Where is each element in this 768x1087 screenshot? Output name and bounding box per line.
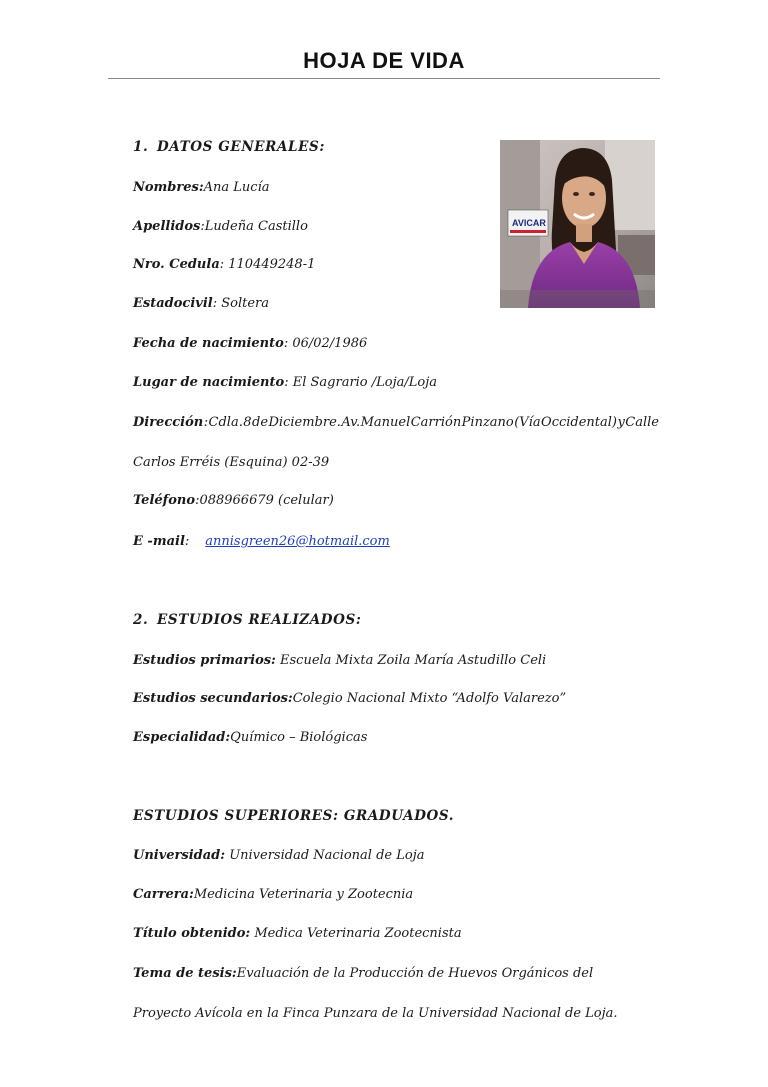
field-label: E -mail [133,534,185,549]
field-value: Medicina Veterinaria y Zootecnia [193,887,414,902]
field-direccion [133,415,659,430]
field-email [133,534,390,549]
field-lugar-nacimiento [133,375,437,390]
field-titulo [133,926,462,941]
field-label: Carrera: [133,887,194,902]
address-word: Manuel [360,415,411,430]
field-estudios-primarios [133,653,546,668]
field-value: :088966679 (celular) [195,493,334,508]
field-apellidos [133,219,308,234]
field-value: : El Sagrario /Loja/Loja [284,375,438,390]
field-nombres [133,180,269,195]
address-word: Diciembre. [268,415,341,430]
field-value: Químico – Biológicas [230,730,368,745]
address-word: Carrión [410,415,462,430]
address-word: Calle [625,415,659,430]
address-word: Occidental) [541,415,617,430]
field-cedula [133,257,315,272]
field-value: Colegio Nacional Mixto “Adolfo Valarezo” [292,691,567,706]
field-tema-tesis [133,966,593,981]
field-label: Tema de tesis: [133,966,237,981]
email-link[interactable]: annisgreen26@hotmail.com [205,534,390,549]
portrait-image [500,140,655,308]
field-label: Fecha de nacimiento [133,336,284,351]
address-word: Cdla. [208,415,243,430]
section-number: 1. [133,139,149,155]
field-value: : 06/02/1986 [283,336,368,351]
section-title: ESTUDIOS REALIZADOS: [157,612,362,628]
field-fecha-nacimiento [133,336,367,351]
profile-photo [500,140,655,308]
address-word: Pinzano [461,415,514,430]
field-label: Teléfono [133,493,196,508]
field-estudios-secundarios [133,691,566,706]
field-label: Estudios primarios: [133,653,276,668]
field-label: Nro. Cedula [133,257,220,272]
field-especialidad [133,730,367,745]
field-label: Nombres: [133,180,204,195]
address-word: y [617,415,625,430]
field-label: Universidad: [133,848,226,863]
field-label: Lugar de nacimiento [133,375,285,390]
field-estado-civil [133,296,269,311]
field-telefono [133,493,334,508]
field-direccion-continued: Carlos Erréis (Esquina) 02-39 [133,455,330,470]
sign-text: AVICAR [512,218,546,228]
field-tema-tesis-continued: Proyecto Avícola en la Finca Punzara de la Universidad Nacional de Loja. [133,1006,618,1021]
field-label: Estudios secundarios: [133,691,293,706]
section-number: 2. [133,612,149,628]
field-value: Universidad Nacional de Loja [225,848,425,863]
page-title: HOJA DE VIDA [303,48,465,73]
field-carrera [133,887,413,902]
section-heading-higher: ESTUDIOS SUPERIORES: GRADUADOS. [133,808,455,824]
field-value: : Soltera [212,296,269,311]
address-word: de [252,415,269,430]
title-divider [108,78,660,79]
field-universidad [133,848,424,863]
section-heading-studies [133,612,361,628]
field-label: Apellidos [133,219,201,234]
section-title: DATOS GENERALES: [157,139,325,155]
field-value: Evaluación de la Producción de Huevos Orgánicos del [236,966,594,981]
section-heading-general [133,139,325,155]
address-word: : [203,415,209,430]
address-word: (Vía [514,415,541,430]
field-value: Medica Veterinaria Zootecnista [250,926,462,941]
field-label: Estadocivil [133,296,213,311]
field-colon: : [184,534,190,549]
field-label: Dirección [133,415,204,430]
field-value: : 110449248-1 [219,257,316,272]
field-label: Especialidad: [133,730,231,745]
address-word: 8 [243,415,252,430]
field-value: Escuela Mixta Zoila María Astudillo Celi [275,653,547,668]
field-value: :Ludeña Castillo [200,219,308,234]
field-label: Título obtenido: [133,926,251,941]
field-value: Ana Lucía [203,180,270,195]
address-word: Av. [341,415,361,430]
